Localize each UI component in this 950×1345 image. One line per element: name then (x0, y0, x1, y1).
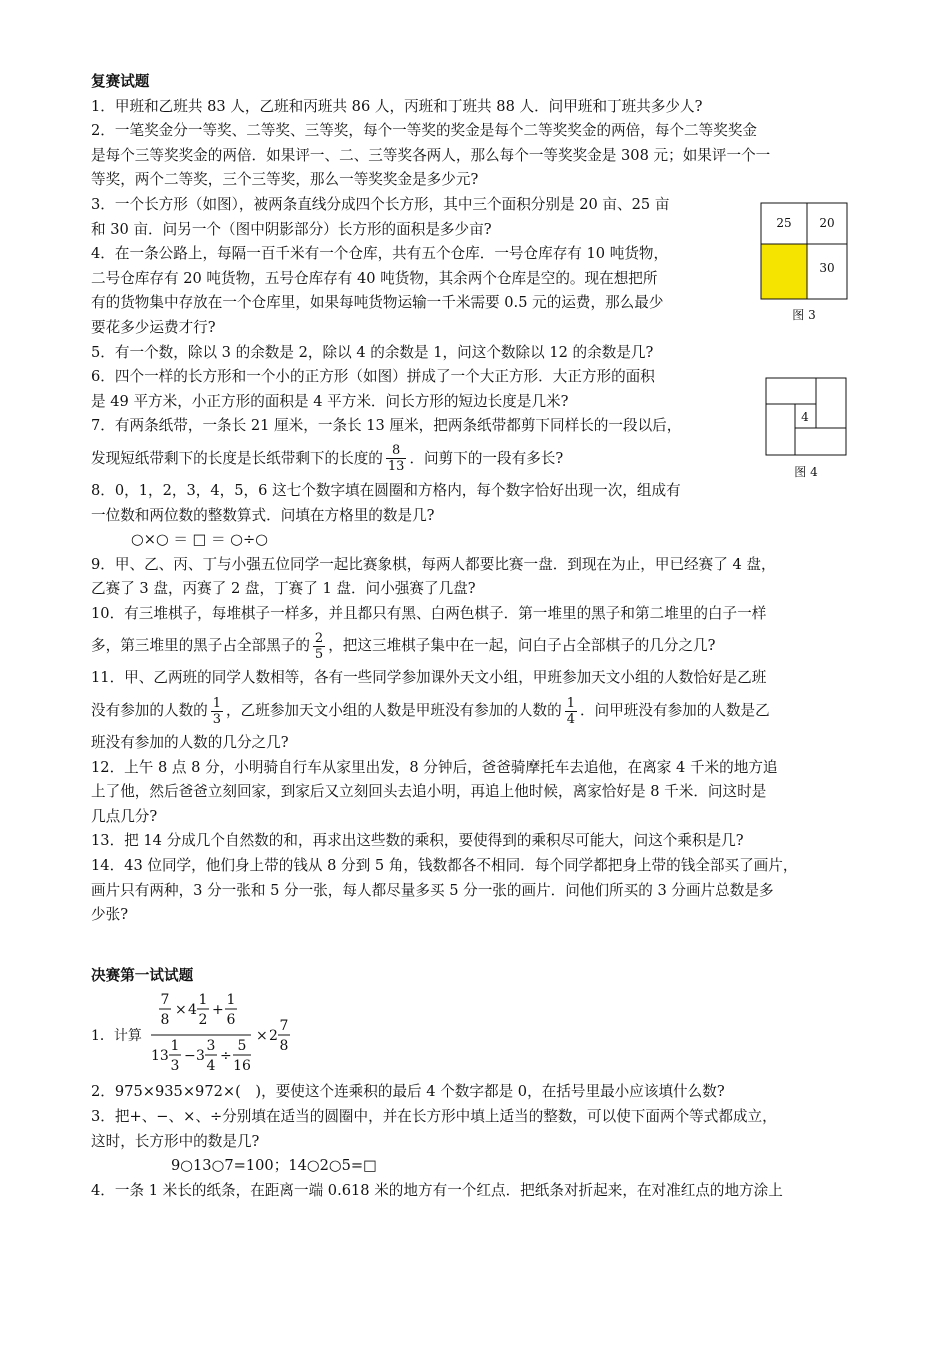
question-6-line-1: 6．四个一样的长方形和一个小的正方形（如图）拼成了一个大正方形．大正方形的面积 (91, 368, 655, 386)
question-3-line-1: 3．一个长方形（如图），被两条直线分成四个长方形，其中三个面积分别是 20 亩、25 亩 (91, 195, 670, 213)
num-plus-sign: + (212, 1002, 224, 1019)
shaded-rectangle (761, 244, 807, 299)
den-frac3-denominator: 16 (233, 1058, 251, 1075)
section-title-final-round-1: 决赛第一试试题 (91, 966, 194, 984)
figure-4 (765, 377, 847, 483)
final-question-4: 4．一条 1 米长的纸条，在距离一端 0.618 米的地方有一个红点．把纸条对折起来，在对准红点的地方涂上 (91, 1181, 783, 1199)
question-11-line-2 (91, 691, 863, 731)
question-14-line-3: 少张? (91, 906, 129, 924)
question-11-line-3: 班没有参加的人数的几分之几? (91, 734, 289, 752)
outer-frac-numerator: 7 (279, 1018, 289, 1035)
question-8-line-1: 8．0，1，2，3，4，5，6 这七个数字填在圆圈和方格内，每个数字恰好出现一次，组成有 (91, 481, 681, 499)
den-frac2-denominator: 4 (206, 1058, 216, 1075)
fraction-8-13 (386, 443, 407, 474)
question-11-line-1: 11．甲、乙两班的同学人数相等，各有一些同学参加课外天文小组，甲班参加天文小组的人数恰好是乙班 (91, 669, 767, 687)
question-12-line-3: 几点几分? (91, 807, 158, 825)
final-question-3-equations: 9○13○7=100；14○2○5=□ (171, 1157, 377, 1175)
den-frac1-numerator: 1 (170, 1038, 180, 1055)
outer-mixed-whole: 2 (269, 1028, 278, 1045)
num-frac1-denominator: 8 (160, 1012, 170, 1029)
question-3-line-2: 和 30 亩．问另一个（图中阴影部分）长方形的面积是多少亩? (91, 220, 492, 238)
final-question-1 (91, 988, 863, 1080)
question-7-text-b: ．问剪下的一段有多长? (409, 449, 564, 467)
question-14-line-2: 画片只有两种，3 分一张和 5 分一张，每人都尽量多买 5 分一张的画片．问他们所买的 3 分画片总数是多 (91, 881, 774, 899)
outer-frac-denominator: 8 (279, 1038, 289, 1055)
question-1: 1．甲班和乙班共 83 人，乙班和丙班共 86 人，丙班和丁班共 88 人．问甲班和丁班共多少人? (91, 97, 703, 115)
figure-4-diagram (765, 377, 847, 457)
question-2-line-3: 等奖，两个二等奖，三个三等奖，那么一等奖奖金是多少元? (91, 171, 479, 189)
final-q1-label: 1．计算 (91, 1028, 142, 1045)
question-9-line-1: 9．甲、乙、丙、丁与小强五位同学一起比赛象棋，每两人都要比赛一盘．到现在为止，甲已经赛了 4 盘， (91, 555, 776, 573)
question-11-text-b: ，乙班参加天文小组的人数是甲班没有参加的人数的 (226, 702, 562, 720)
question-10-text-a: 多，第三堆里的黑子占全部黑子的 (91, 637, 310, 655)
final-question-3-line-2: 这时，长方形中的数是几? (91, 1132, 260, 1150)
den-mixed-whole-2: 3 (196, 1048, 205, 1065)
question-12-line-2: 上了他，然后爸爸立刻回家，到家后又立刻回头去追小明，再追上他时候，离家恰好是 8 千米．问这时是 (91, 783, 767, 801)
question-6-line-2: 是 49 平方米，小正方形的面积是 4 平方米．问长方形的短边长度是几米? (91, 392, 569, 410)
fraction-denominator: 5 (314, 646, 324, 662)
den-frac3-numerator: 5 (237, 1038, 247, 1055)
question-5: 5．有一个数，除以 3 的余数是 2，除以 4 的余数是 1，问这个数除以 12 的余数是几? (91, 343, 654, 361)
question-7-line-1: 7．有两条纸带，一条长 21 厘米，一条长 13 厘米，把两条纸带都剪下同样长的一段以后， (91, 417, 682, 435)
question-7-text-a: 发现短纸带剩下的长度是长纸带剩下的长度的 (91, 449, 383, 467)
figure-3-diagram (760, 202, 848, 300)
question-2-line-2: 是每个三等奖奖金的两倍．如果评一、二、三等奖各两人，那么每个一等奖奖金是 308 元；如果评一个一 (91, 146, 771, 164)
question-4-line-1: 4．在一条公路上，每隔一百千米有一个仓库，共有五个仓库．一号仓库存有 10 吨货物， (91, 245, 669, 263)
document-page (91, 70, 863, 1203)
question-4-line-2: 二号仓库存有 20 吨货物，五号仓库存有 40 吨货物，其余两个仓库是空的。现在想把所 (91, 269, 658, 287)
den-frac2-numerator: 3 (206, 1038, 216, 1055)
figure-3-caption: 图 3 (792, 308, 816, 322)
fraction-numerator: 2 (314, 630, 324, 646)
num-frac3-numerator: 1 (226, 992, 236, 1009)
area-top-left: 25 (776, 216, 792, 230)
den-mixed-whole-1: 13 (151, 1048, 169, 1065)
question-4-line-4: 要花多少运费才行? (91, 318, 216, 336)
figure-4-caption: 图 4 (794, 465, 818, 479)
small-square-label: 4 (801, 410, 809, 424)
area-top-right: 20 (819, 216, 835, 230)
question-9-line-2: 乙赛了 3 盘，丙赛了 2 盘，丁赛了 1 盘．问小强赛了几盘? (91, 580, 476, 598)
question-7-line-2 (91, 439, 863, 479)
question-8-line-2: 一位数和两位数的整数算式．问填在方格里的数是几? (91, 506, 435, 524)
fraction-denominator: 13 (387, 459, 405, 475)
fraction-2-5 (313, 631, 325, 662)
fraction-numerator: 1 (212, 695, 222, 711)
outer-times-sign: × (256, 1028, 268, 1045)
num-mixed-whole: 4 (188, 1002, 197, 1019)
num-times-sign: × (175, 1002, 187, 1019)
fraction-1-3 (211, 696, 223, 727)
question-10-line-2 (91, 626, 863, 666)
area-bottom-right: 30 (819, 261, 835, 275)
question-11-text-c: ．问甲班没有参加的人数是乙 (580, 702, 770, 720)
question-11-text-a: 没有参加的人数的 (91, 702, 208, 720)
num-frac1-numerator: 7 (160, 992, 170, 1009)
section-title-preliminary: 复赛试题 (91, 73, 150, 90)
num-frac2-denominator: 2 (198, 1012, 208, 1029)
fraction-denominator: 3 (212, 711, 222, 727)
final-question-2: 2．975×935×972×( )，要使这个连乘积的最后 4 个数字都是 0，在括号里最小应该填什么数? (91, 1083, 725, 1101)
question-10-line-1: 10．有三堆棋子，每堆棋子一样多，并且都只有黑、白两色棋子．第一堆里的黑子和第二堆里的白子一样 (91, 604, 767, 622)
fraction-denominator: 4 (566, 711, 575, 727)
num-frac2-numerator: 1 (198, 992, 208, 1009)
fraction-numerator: 1 (566, 695, 575, 711)
den-minus-sign: − (184, 1048, 196, 1065)
question-13: 13．把 14 分成几个自然数的和，再求出这些数的乘积，要使得到的乘积尽可能大，问这个乘积是几? (91, 832, 744, 850)
fraction-1-4 (565, 696, 577, 727)
den-divide-sign: ÷ (220, 1048, 232, 1065)
num-frac3-denominator: 6 (226, 1012, 236, 1029)
compound-fraction-expression (91, 988, 411, 1080)
question-14-line-1: 14．43 位同学，他们身上带的钱从 8 分到 5 角，钱数都各不相同．每个同学都把身上带的钱全部买了画片， (91, 857, 798, 875)
final-question-3-line-1: 3．把+、−、×、÷分别填在适当的圆圈中，并在长方形中填上适当的整数，可以使下面两个等式都成立， (91, 1108, 777, 1125)
question-10-text-b: ，把这三堆棋子集中在一起，问白子占全部棋子的几分之几? (328, 637, 716, 655)
figure-3 (760, 202, 848, 330)
question-8-equation: ○×○ ＝ □ ＝ ○÷○ (131, 531, 268, 549)
section-gap (91, 928, 863, 964)
question-12-line-1: 12．上午 8 点 8 分，小明骑自行车从家里出发，8 分钟后，爸爸骑摩托车去追他，在离家 4 千米的地方追 (91, 758, 778, 776)
den-frac1-denominator: 3 (170, 1058, 180, 1075)
question-4-line-3: 有的货物集中存放在一个仓库里，如果每吨货物运输一千米需要 0.5 元的运费，那么最少 (91, 294, 664, 312)
fraction-numerator: 8 (386, 443, 407, 459)
question-2-line-1: 2．一笔奖金分一等奖、二等奖、三等奖，每个一等奖的奖金是每个二等奖奖金的两倍，每个二等奖奖金 (91, 122, 758, 140)
